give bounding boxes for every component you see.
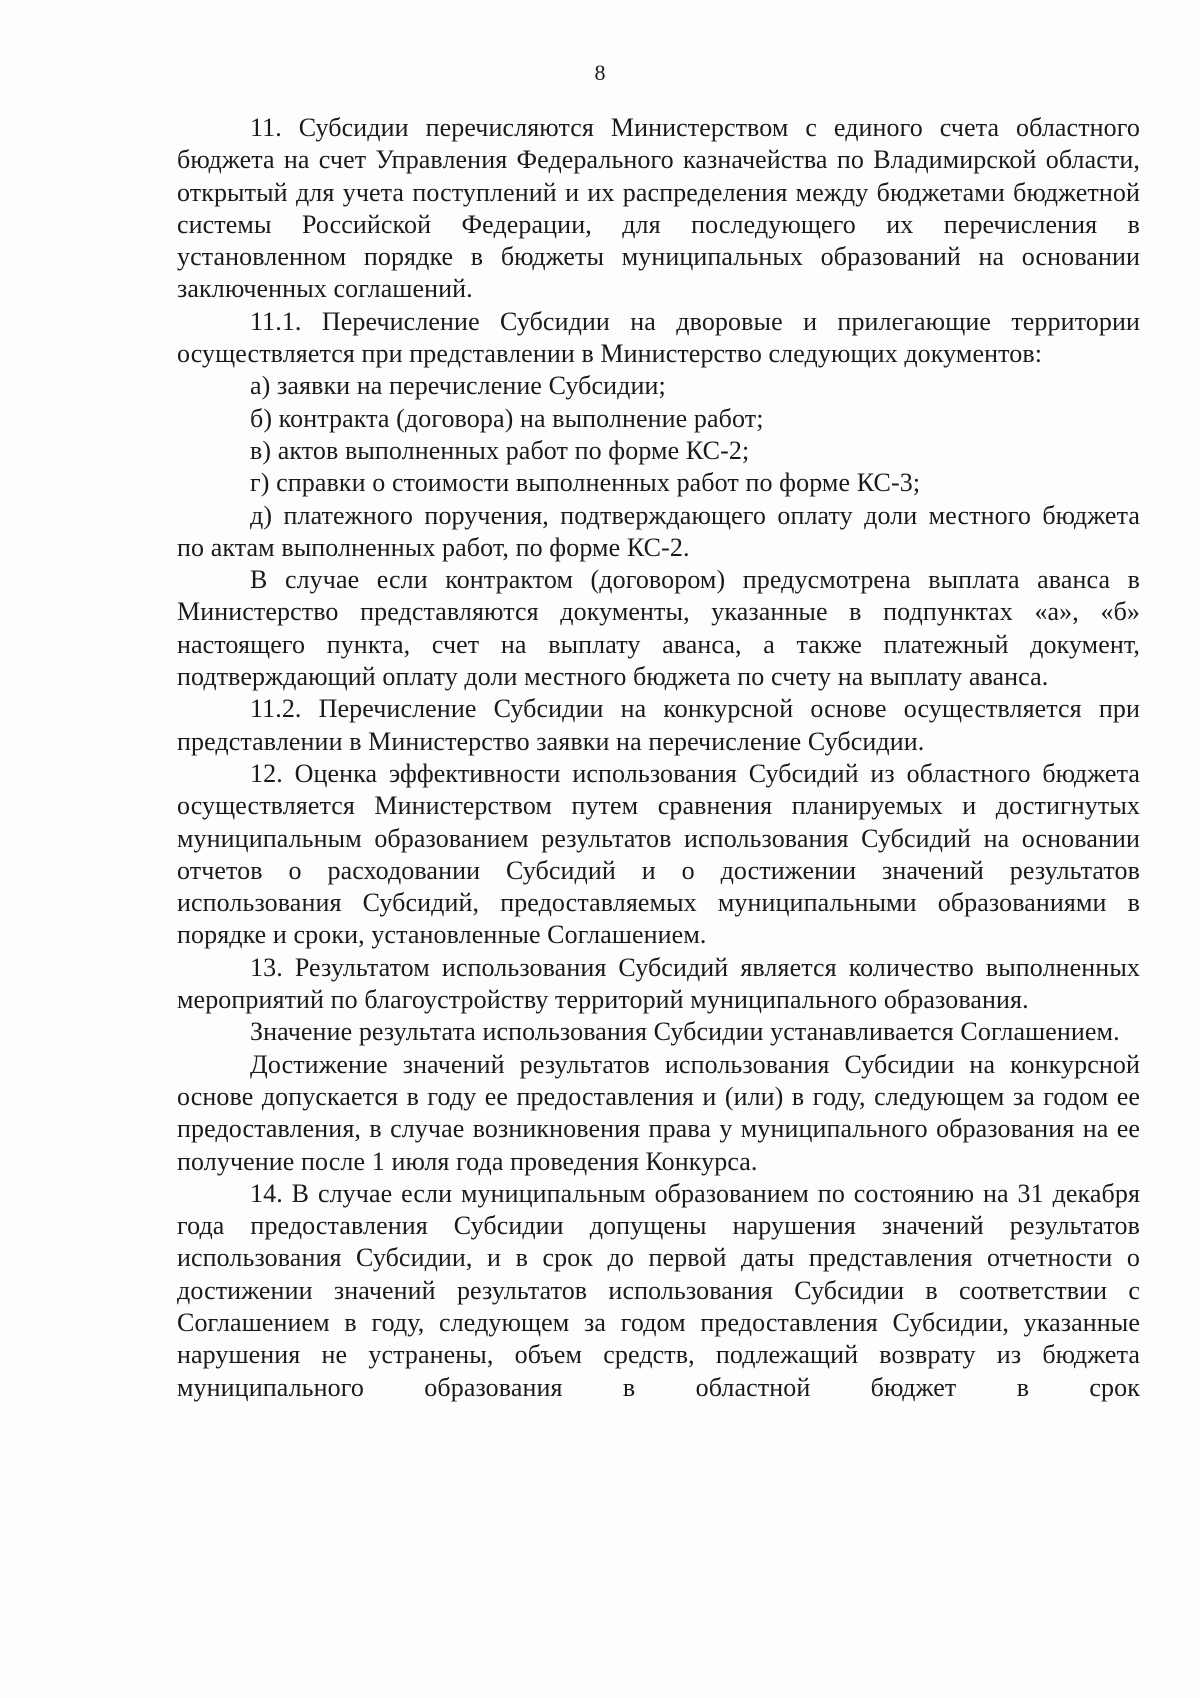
list-item-b: б) контракта (договора) на выполнение работ; <box>250 403 764 433</box>
list-item-a: а) заявки на перечисление Субсидии; <box>250 371 666 401</box>
paragraph-result-value: Значение результата использования Субсидии устанавливается Соглашением. <box>250 1017 1120 1047</box>
list-item-d: д) платежного поручения, подтверждающего оплату доли местного бюджета по актам выполненных работ, по форме КС-2. <box>177 500 1140 562</box>
paragraph-11: 11. Субсидии перечисляются Министерством с единого счета областного бюджета на счет Управления Федерального казначейства по Владимирской области, открытый для учета поступлений и их распределения между бюджетами бюджетной системы Российской Федерации, для последующего их перечисления в установленном порядке в бюджеты муниципальных образований на основании заключенных соглашений. <box>177 113 1140 304</box>
paragraph-11-1: 11.1. Перечисление Субсидии на дворовые и прилегающие территории осуществляется при представлении в Министерство следующих документов: <box>177 306 1140 369</box>
paragraph-13: 13. Результатом использования Субсидий является количество выполненных мероприятий по благоустройству территорий муниципального образования. <box>177 952 1140 1015</box>
paragraph-12: 12. Оценка эффективности использования Субсидий из областного бюджета осуществляется Министерством путем сравнения планируемых и достигнутых муниципальным образованием результатов использования Субсидий на основании отчетов о расходовании Субсидий и о достижении значений результатов использования Субсидий, предоставляемых муниципальными образованиями в порядке и сроки, установленные Соглашением. <box>177 758 1140 950</box>
paragraph-11-2: 11.2. Перечисление Субсидии на конкурсной основе осуществляется при представлении в Министерство заявки на перечисление Субсидии. <box>177 694 1140 756</box>
paragraph-achievement: Достижение значений результатов использования Субсидии на конкурсной основе допускается в году ее предоставления и (или) в году, следующем за годом ее предоставления, в случае возникновения права у муниципального образования на ее получение после 1 июля года проведения Конкурса. <box>177 1049 1140 1176</box>
document-body <box>177 112 1140 1404</box>
paragraph-14: 14. В случае если муниципальным образованием по состоянию на 31 декабря года предоставления Субсидии допущены нарушения значений результатов использования Субсидии, и в срок до первой даты представления отчетности о достижении значений результатов использования Субсидии в соответствии с Соглашением в году, следующем за годом предоставления Субсидии, указанные нарушения не устранены, объем средств, подлежащий возврату из бюджета муниципального образования в областной бюджет в срок <box>177 1178 1140 1402</box>
paragraph-advance: В случае если контрактом (договором) предусмотрена выплата аванса в Министерство представляются документы, указанные в подпунктах «а», «б» настоящего пункта, счет на выплату аванса, а также платежный документ, подтверждающий оплату доли местного бюджета по счету на выплату аванса. <box>177 565 1140 692</box>
list-item-g: г) справки о стоимости выполненных работ по форме КС-3; <box>250 468 921 498</box>
list-item-v: в) актов выполненных работ по форме КС-2; <box>250 435 750 465</box>
page-number: 8 <box>594 60 606 85</box>
